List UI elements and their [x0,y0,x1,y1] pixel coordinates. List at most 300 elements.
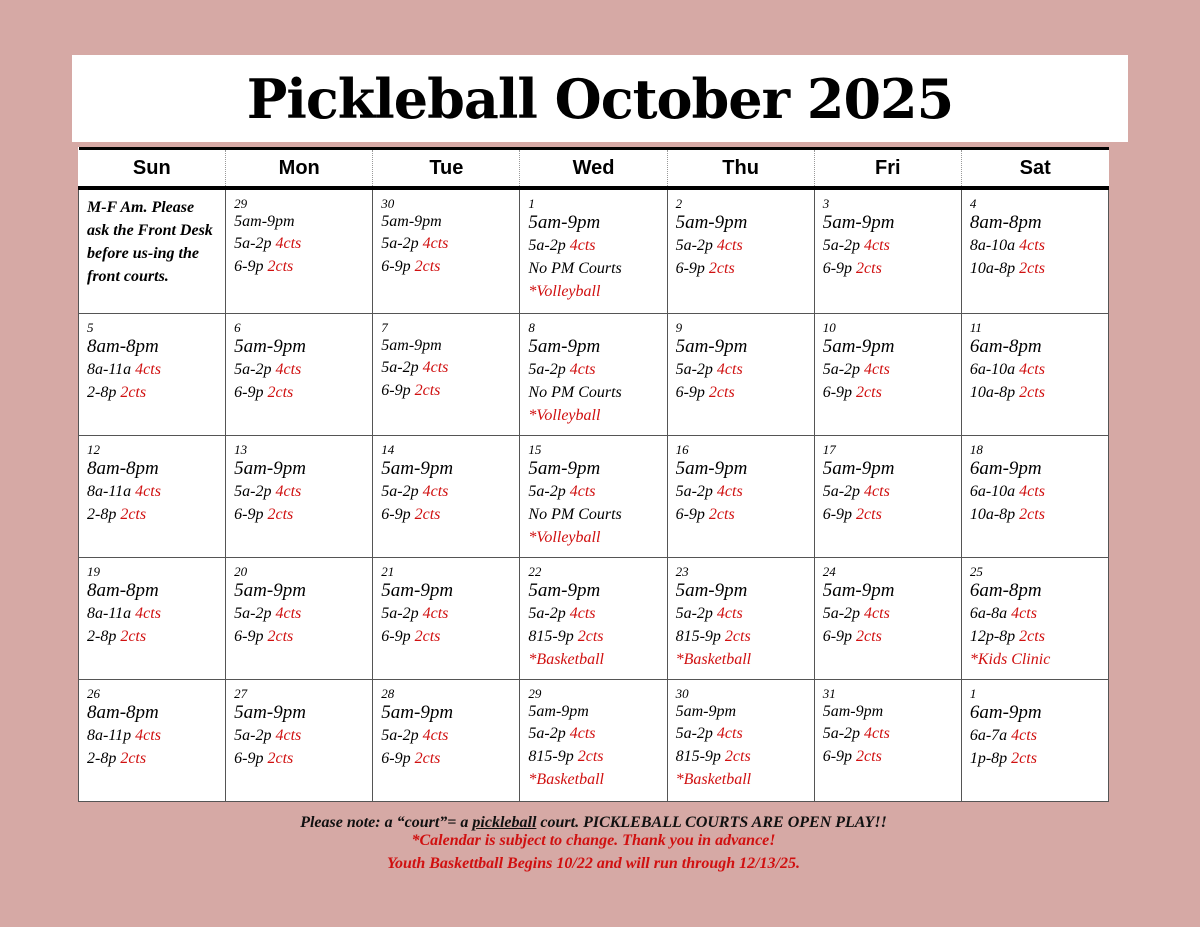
court-schedule-line [676,503,806,526]
day-number: 9 [675,319,683,335]
time-range: 6a-8a [969,604,1008,622]
day-number: 27 [234,685,248,701]
day-cell [226,679,373,801]
court-count: 2cts [267,383,294,401]
day-cell [814,188,961,313]
day-hours: 5am-9pm [675,579,748,601]
footer-youth-basketball: Youth Baskettball Begins 10/22 and will run through 12/13/25. [387,855,800,872]
court-schedule-line [676,381,806,404]
court-schedule-line [87,724,217,747]
court-schedule-line [87,625,217,648]
court-schedule-line [234,381,364,404]
court-count: 2cts [708,505,735,523]
day-number: 7 [381,319,388,335]
court-count: 4cts [569,482,596,500]
court-count: 4cts [864,604,890,622]
court-count: 2cts [267,749,294,767]
day-cell [667,188,814,313]
time-range: 2-8p [87,749,117,767]
court-schedule-line [823,358,953,381]
day-number: 21 [381,563,395,579]
court-count: 2cts [856,505,882,523]
day-cell [520,188,667,313]
day-cell [814,679,961,801]
court-count: 2cts [856,383,882,401]
time-range: 6-9p [675,260,705,277]
time-range: 6-9p [822,627,853,645]
day-hours: 5am-9pm [381,457,454,479]
week-row [79,188,1109,313]
time-range: 8a-11p [87,726,132,744]
day-number: 24 [822,563,836,579]
time-range: 10a-8p [969,260,1016,277]
day-hours: 5am-9pm [528,335,601,357]
day-number: 17 [822,441,836,457]
court-count: *Basketball [528,770,604,788]
weekday-header-thu: Thu [667,149,814,189]
day-number: 30 [381,196,395,211]
weekday-header-row [79,149,1109,189]
court-count: 4cts [864,482,890,500]
court-schedule-line [823,234,953,257]
weekday-header-fri: Fri [814,149,961,189]
time-range: 6-9p [234,505,264,523]
court-count: *Volleyball [528,528,601,546]
time-range: 6-9p [381,627,411,645]
court-schedule-line [970,257,1100,280]
court-count: 4cts [1019,237,1045,254]
note-cell: M-F Am. Please ask the Front Desk before us-ing the front courts. [79,188,226,313]
day-hours: 5am-9pm [822,702,884,720]
time-range: 5a-2p [528,360,566,378]
week-row [79,679,1109,801]
court-schedule-line [676,722,806,745]
day-cell [373,435,520,557]
court-schedule-line [234,480,364,503]
day-number: 4 [969,196,977,211]
court-count: 4cts [716,724,743,742]
day-cell [667,679,814,801]
day-hours: 8am-8pm [87,335,159,357]
time-range: 815-9p [528,627,574,645]
court-count: 4cts [716,604,743,622]
court-schedule-line [87,381,217,404]
court-schedule-line [970,602,1100,625]
day-hours: 5am-9pm [528,457,601,479]
day-cell [520,313,667,435]
time-range: 815-9p [528,747,574,765]
day-cell [814,557,961,679]
time-range: 5a-2p [381,358,419,376]
court-schedule-line [234,724,364,747]
court-count: 2cts [724,627,751,645]
day-number: 13 [234,441,248,457]
time-range: 5a-2p [381,726,419,744]
court-schedule-line [528,358,658,381]
day-number: 31 [822,685,836,701]
court-schedule-line [823,503,953,526]
day-number: 5 [87,319,94,335]
court-schedule-line [528,257,658,280]
court-schedule-line [381,503,511,526]
day-number: 19 [87,563,100,579]
day-hours: 6am-8pm [969,335,1042,357]
court-count: 2cts [267,505,294,523]
day-hours: 8am-8pm [87,579,159,601]
court-schedule-line [970,381,1100,404]
court-schedule-line [528,745,658,768]
time-range: 5a-2p [528,237,566,254]
court-count: 4cts [569,360,596,378]
court-count: 2cts [267,627,294,645]
court-count: 4cts [569,724,596,742]
day-hours: 5am-9pm [675,457,748,479]
court-schedule-line [528,280,658,303]
court-count: 4cts [422,482,449,500]
day-cell [520,679,667,801]
court-schedule-line [528,722,658,745]
day-cell [520,557,667,679]
time-range: 5a-2p [234,604,272,622]
time-range: 6a-10a [969,482,1016,500]
court-count: 2cts [577,627,604,645]
court-schedule-line [823,480,953,503]
court-schedule-line [528,503,658,526]
court-count: 2cts [414,258,441,275]
day-number: 1 [528,196,535,211]
court-count: 4cts [135,726,161,744]
time-range: 6-9p [822,505,853,523]
court-count: 2cts [414,627,441,645]
court-count: 2cts [1011,749,1037,767]
time-range: 5a-2p [528,604,566,622]
court-count: 4cts [716,360,743,378]
day-hours: 6am-9pm [969,701,1042,723]
footer-note-prefix: Please note: a “court”= a [300,814,473,831]
court-count: 4cts [569,604,596,622]
court-count: 2cts [267,258,294,275]
day-hours: 6am-8pm [969,579,1042,601]
court-count: *Basketball [675,650,752,668]
court-schedule-line [970,358,1100,381]
day-cell [961,679,1108,801]
court-schedule-line [823,381,953,404]
court-schedule-line [970,234,1100,257]
court-schedule-line [970,648,1100,671]
day-cell [961,188,1108,313]
court-schedule-line [234,625,364,648]
time-range: 6-9p [822,260,853,277]
day-number: 18 [969,441,983,457]
court-count: 2cts [1019,505,1045,523]
court-schedule-line [234,503,364,526]
calendar-grid [78,147,1109,802]
time-range: 8a-11a [87,604,132,622]
court-count: 2cts [1019,260,1045,277]
footer-note-underlined: pickleball [472,814,537,831]
day-hours: 5am-9pm [822,335,895,357]
day-hours: 8am-8pm [87,701,159,723]
time-range: No PM Courts [528,260,622,277]
day-cell [814,435,961,557]
court-count: 4cts [422,604,449,622]
court-schedule-line [970,625,1100,648]
day-hours: 5am-9pm [528,212,601,233]
time-range: 2-8p [87,505,117,523]
court-count: 4cts [716,237,743,254]
time-range: 6-9p [234,258,264,275]
time-range: 10a-8p [969,505,1016,523]
court-schedule-line [381,747,511,770]
day-cell [961,435,1108,557]
court-count: 4cts [275,604,302,622]
court-count: 4cts [422,358,449,376]
time-range: 5a-2p [675,604,713,622]
court-count: 4cts [1019,360,1045,378]
day-cell [961,313,1108,435]
day-number: 29 [528,685,542,701]
court-schedule-line [676,480,806,503]
day-number: 28 [381,685,395,701]
day-cell [226,557,373,679]
time-range: 5a-2p [381,604,419,622]
footer-disclaimer: *Calendar is subject to change. Thank you in advance! [411,832,776,849]
court-count: 2cts [856,747,882,765]
court-count: 2cts [120,627,147,645]
court-schedule-line [234,747,364,770]
court-count: 4cts [275,726,302,744]
court-schedule-line [87,602,217,625]
court-count: 2cts [1019,383,1045,401]
day-hours: 5am-9pm [381,336,442,354]
day-hours: 5am-9pm [528,579,601,601]
court-count: 2cts [1019,627,1045,645]
court-schedule-line [528,480,658,503]
court-schedule-line [823,602,953,625]
court-schedule-line [87,503,217,526]
day-hours: 5am-9pm [234,457,306,479]
day-number: 20 [234,563,248,579]
court-schedule-line [381,480,511,503]
day-cell [373,557,520,679]
day-number: 15 [528,441,542,457]
court-schedule-line [676,358,806,381]
time-range: 6a-7a [969,726,1008,744]
court-schedule-line [234,255,364,278]
day-number: 8 [528,319,535,335]
day-hours: 6am-9pm [969,457,1042,479]
day-cell [79,313,226,435]
court-schedule-line [87,747,217,770]
court-schedule-line [381,356,511,379]
weekday-header-mon: Mon [226,149,373,189]
time-range: 6a-10a [969,360,1016,378]
day-cell [79,557,226,679]
day-hours: 5am-9pm [528,702,589,720]
day-hours: 5am-9pm [675,702,736,720]
court-schedule-line [381,625,511,648]
week-row [79,557,1109,679]
court-schedule-line [823,745,953,768]
time-range: 815-9p [675,747,721,765]
time-range: 6-9p [822,383,853,401]
court-schedule-line [87,480,217,503]
day-cell [373,313,520,435]
time-range: 5a-2p [822,604,861,622]
court-count: 4cts [135,604,161,622]
day-cell [373,679,520,801]
time-range: 6-9p [234,383,264,401]
time-range: 6-9p [675,383,705,401]
day-number: 10 [822,319,836,335]
court-count: 4cts [864,724,890,742]
time-range: 12p-8p [969,627,1016,645]
time-range: 5a-2p [234,235,272,252]
day-number: 12 [87,441,100,457]
time-range: 5a-2p [822,237,861,254]
day-hours: 5am-9pm [234,579,306,601]
court-count: 4cts [422,726,449,744]
court-count: 2cts [414,381,441,399]
day-hours: 5am-9pm [234,335,306,357]
day-hours: 5am-9pm [675,212,748,233]
time-range: 5a-2p [381,482,419,500]
time-range: 5a-2p [528,724,566,742]
time-range: 5a-2p [675,237,713,254]
time-range: 8a-11a [87,482,132,500]
day-hours: 8am-8pm [87,457,159,479]
court-count: 4cts [1011,726,1037,744]
weekday-header-sat: Sat [961,149,1108,189]
court-count: 4cts [1019,482,1045,500]
time-range: 8a-10a [969,237,1016,254]
court-schedule-line [381,602,511,625]
court-count: 4cts [716,482,743,500]
court-schedule-line [970,503,1100,526]
court-count: 4cts [569,237,596,254]
week-row [79,435,1109,557]
court-count: 2cts [856,627,882,645]
day-cell [226,188,373,313]
court-schedule-line [381,724,511,747]
day-cell [814,313,961,435]
time-range: 6-9p [381,749,411,767]
day-number: 14 [381,441,395,457]
time-range: 6-9p [381,258,411,275]
court-count: *Basketball [528,650,604,668]
court-count: 4cts [135,360,161,378]
court-count: 2cts [120,383,147,401]
day-number: 25 [969,563,983,579]
court-count: 2cts [708,260,735,277]
court-schedule-line [676,745,806,768]
day-number: 26 [87,685,100,701]
day-hours: 5am-9pm [675,335,748,357]
time-range: 8a-11a [87,360,132,378]
day-number: 30 [675,685,689,701]
footer-note-suffix: court. PICKLEBALL COURTS ARE OPEN PLAY!! [536,814,887,831]
court-schedule-line [676,648,806,671]
day-cell [667,435,814,557]
day-number: 1 [969,685,977,701]
court-count: 4cts [275,235,302,252]
day-hours: 5am-9pm [234,701,306,723]
day-hours: 5am-9pm [381,213,442,230]
court-count: 4cts [864,237,890,254]
day-cell [961,557,1108,679]
time-range: 5a-2p [822,360,861,378]
court-schedule-line [676,602,806,625]
time-range: 6-9p [234,627,264,645]
court-count: 2cts [120,505,147,523]
court-schedule-line [234,602,364,625]
court-schedule-line [970,724,1100,747]
time-range: 5a-2p [822,724,861,742]
court-schedule-line [970,747,1100,770]
court-count: 4cts [135,482,161,500]
court-schedule-line [676,257,806,280]
court-schedule-line [676,768,806,791]
time-range: 6-9p [381,505,411,523]
court-schedule-line [528,602,658,625]
day-hours: 5am-9pm [822,212,895,233]
court-schedule-line [528,648,658,671]
court-count: 2cts [414,505,441,523]
time-range: 5a-2p [234,482,272,500]
time-range: 10a-8p [969,383,1016,401]
day-hours: 8am-8pm [969,212,1042,233]
day-hours: 5am-9pm [822,579,895,601]
court-schedule-line [381,255,511,278]
time-range: 6-9p [675,505,705,523]
court-schedule-line [823,722,953,745]
court-count: 4cts [275,482,302,500]
day-cell [79,679,226,801]
day-cell [667,557,814,679]
day-cell [226,313,373,435]
court-schedule-line [528,526,658,549]
court-count: 4cts [422,235,449,252]
court-schedule-line [528,404,658,427]
court-schedule-line [823,625,953,648]
court-count: 2cts [856,260,882,277]
week-row [79,313,1109,435]
page-title: Pickleball October 2025 [246,66,954,131]
time-range: 5a-2p [234,726,272,744]
day-number: 22 [528,563,542,579]
court-count: *Basketball [675,770,752,788]
court-schedule-line [528,625,658,648]
time-range: 6-9p [822,747,853,765]
court-count: *Volleyball [528,406,601,424]
time-range: 5a-2p [675,724,713,742]
court-schedule-line [528,768,658,791]
time-range: 5a-2p [381,235,419,252]
time-range: 5a-2p [822,482,861,500]
court-schedule-line [381,232,511,255]
time-range: 2-8p [87,627,117,645]
weekday-header-sun: Sun [79,149,226,189]
day-hours: 5am-9pm [381,701,454,723]
time-range: 6-9p [234,749,264,767]
day-cell [667,313,814,435]
court-count: 2cts [708,383,735,401]
time-range: 5a-2p [234,360,272,378]
day-number: 2 [675,196,683,211]
court-count: *Kids Clinic [969,650,1051,668]
court-count: 2cts [724,747,751,765]
court-schedule-line [234,232,364,255]
